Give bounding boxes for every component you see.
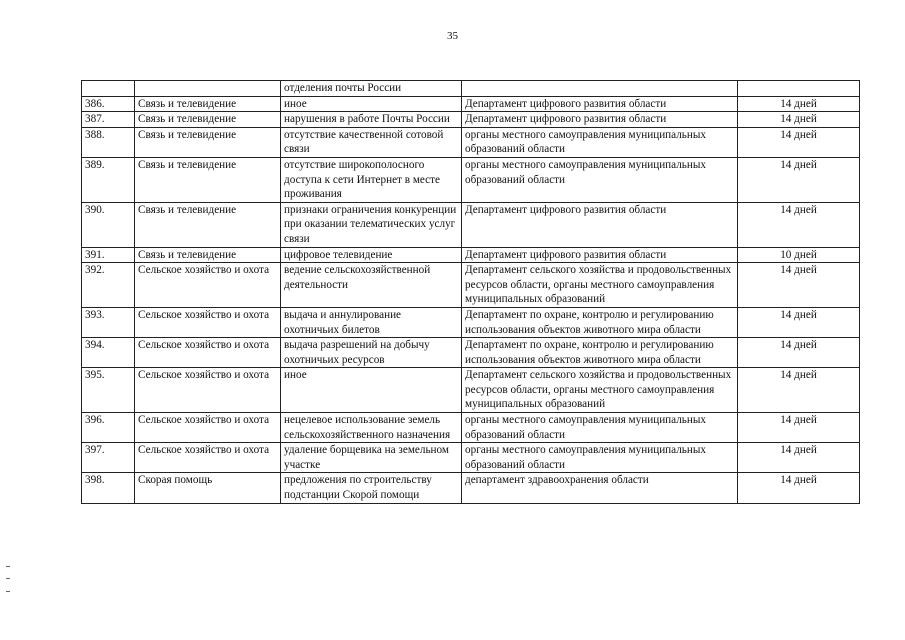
- row-topic: нецелевое использование земель сельскохозяйственного назначения: [281, 413, 462, 443]
- row-term: 14 дней: [738, 263, 860, 308]
- row-topic: выдача разрешений на добычу охотничьих ресурсов: [281, 338, 462, 368]
- row-responsible: органы местного самоуправления муниципальных образований области: [462, 443, 738, 473]
- row-topic: иное: [281, 368, 462, 413]
- row-topic: ведение сельскохозяйственной деятельности: [281, 263, 462, 308]
- row-number: 386.: [82, 96, 135, 112]
- row-responsible: Департамент цифрового развития области: [462, 202, 738, 247]
- row-responsible: органы местного самоуправления муниципальных образований области: [462, 413, 738, 443]
- row-term: 14 дней: [738, 157, 860, 202]
- row-term: 14 дней: [738, 96, 860, 112]
- row-sphere: Сельское хозяйство и охота: [135, 263, 281, 308]
- row-number: 389.: [82, 157, 135, 202]
- row-sphere: Сельское хозяйство и охота: [135, 307, 281, 337]
- row-topic: удаление борщевика на земельном участке: [281, 443, 462, 473]
- row-topic: иное: [281, 96, 462, 112]
- row-term: 14 дней: [738, 443, 860, 473]
- row-term: 14 дней: [738, 338, 860, 368]
- row-number: 393.: [82, 307, 135, 337]
- row-responsible: Департамент по охране, контролю и регулированию использования объектов животного мира области: [462, 307, 738, 337]
- row-number: 392.: [82, 263, 135, 308]
- row-sphere: Сельское хозяйство и охота: [135, 413, 281, 443]
- row-topic: нарушения в работе Почты России: [281, 112, 462, 128]
- row-number: 390.: [82, 202, 135, 247]
- row-term: [738, 81, 860, 97]
- row-responsible: Департамент цифрового развития области: [462, 96, 738, 112]
- row-sphere: Связь и телевидение: [135, 127, 281, 157]
- table-row: [82, 307, 860, 337]
- row-term: 14 дней: [738, 127, 860, 157]
- appeals-table: [81, 80, 860, 504]
- row-responsible: Департамент цифрового развития области: [462, 247, 738, 263]
- row-responsible: органы местного самоуправления муниципальных образований области: [462, 157, 738, 202]
- table-row: [82, 112, 860, 128]
- row-sphere: Связь и телевидение: [135, 96, 281, 112]
- row-topic: отсутствие качественной сотовой связи: [281, 127, 462, 157]
- margin-mark: [6, 566, 10, 592]
- row-number: 398.: [82, 473, 135, 503]
- row-sphere: [135, 81, 281, 97]
- row-sphere: Сельское хозяйство и охота: [135, 338, 281, 368]
- row-number: [82, 81, 135, 97]
- row-term: 14 дней: [738, 473, 860, 503]
- row-term: 14 дней: [738, 368, 860, 413]
- row-term: 14 дней: [738, 413, 860, 443]
- row-number: 395.: [82, 368, 135, 413]
- row-number: 397.: [82, 443, 135, 473]
- row-topic: цифровое телевидение: [281, 247, 462, 263]
- row-term: 14 дней: [738, 112, 860, 128]
- table-row: [82, 157, 860, 202]
- row-number: 388.: [82, 127, 135, 157]
- row-sphere: Скорая помощь: [135, 473, 281, 503]
- row-number: 391.: [82, 247, 135, 263]
- row-number: 396.: [82, 413, 135, 443]
- row-topic: выдача и аннулирование охотничьих билетов: [281, 307, 462, 337]
- row-sphere: Связь и телевидение: [135, 247, 281, 263]
- table-row: [82, 338, 860, 368]
- row-responsible: Департамент сельского хозяйства и продовольственных ресурсов области, органы местного самоуправления муниципальных образований: [462, 263, 738, 308]
- page-number: 35: [447, 30, 458, 42]
- table-row: [82, 81, 860, 97]
- table-row: [82, 473, 860, 503]
- table-row: [82, 263, 860, 308]
- row-sphere: Связь и телевидение: [135, 157, 281, 202]
- table-row: [82, 368, 860, 413]
- row-sphere: Сельское хозяйство и охота: [135, 368, 281, 413]
- table-row: [82, 443, 860, 473]
- row-responsible: Департамент сельского хозяйства и продовольственных ресурсов области, органы местного самоуправления муниципальных образований: [462, 368, 738, 413]
- row-responsible: [462, 81, 738, 97]
- row-responsible: Департамент по охране, контролю и регулированию использования объектов животного мира области: [462, 338, 738, 368]
- table-row: [82, 202, 860, 247]
- row-term: 14 дней: [738, 307, 860, 337]
- row-sphere: Сельское хозяйство и охота: [135, 443, 281, 473]
- row-number: 394.: [82, 338, 135, 368]
- table-row: [82, 413, 860, 443]
- row-topic: отделения почты России: [281, 81, 462, 97]
- table-row: [82, 127, 860, 157]
- row-topic: отсутствие широкополосного доступа к сети Интернет в месте проживания: [281, 157, 462, 202]
- row-responsible: органы местного самоуправления муниципальных образований области: [462, 127, 738, 157]
- row-sphere: Связь и телевидение: [135, 112, 281, 128]
- row-topic: признаки ограничения конкуренции при оказании телематических услуг связи: [281, 202, 462, 247]
- row-sphere: Связь и телевидение: [135, 202, 281, 247]
- row-number: 387.: [82, 112, 135, 128]
- row-responsible: Департамент цифрового развития области: [462, 112, 738, 128]
- table-row: [82, 96, 860, 112]
- row-term: 14 дней: [738, 202, 860, 247]
- table-row: [82, 247, 860, 263]
- row-responsible: департамент здравоохранения области: [462, 473, 738, 503]
- row-topic: предложения по строительству подстанции Скорой помощи: [281, 473, 462, 503]
- row-term: 10 дней: [738, 247, 860, 263]
